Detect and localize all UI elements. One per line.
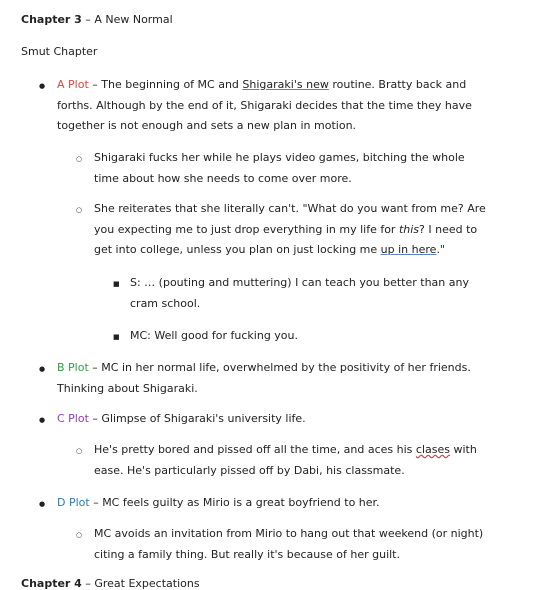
d-plot-label: D Plot [57,496,90,509]
bullet-circle-icon [76,444,82,458]
chapter-title: A New Normal [94,13,173,26]
bullet-disc-icon [39,79,45,93]
bullet-square-icon [113,330,120,344]
c-plot-label: C Plot [57,412,89,425]
a-plot-sub-item-1: Shigaraki fucks her while he plays video games, bitching the whole time about how she needs to come over more. [94,151,465,185]
bullet-square-icon [113,277,120,291]
bullet-circle-icon [76,152,82,166]
a-plot-label: A Plot [57,78,89,91]
c-plot-item: C Plot – Glimpse of Shigaraki's university life. [57,412,306,425]
d-plot-item: D Plot – MC feels guilty as Mirio is a great boyfriend to her. [57,496,380,509]
bullet-disc-icon [39,497,45,511]
a-plot-sub-item-2: She reiterates that she literally can't. "What do you want from me? Are you expecting me to just drop everything in my life for this? I need to get into college, unless you plan on just locking me up in here." [94,202,486,256]
a-plot-dialogue-mc: MC: Well good for fucking you. [130,329,299,342]
bullet-circle-icon [76,528,82,542]
bullet-disc-icon [39,413,45,427]
chapter-title: Great Expectations [94,577,200,590]
a-plot-dialogue-s: S: … (pouting and muttering) I can teach you better than any cram school. [130,276,469,310]
c-plot-sub-item: He's pretty bored and pissed off all the time, and aces his clases with ease. He's particularly pissed off by Dabi, his classmate. [94,443,477,477]
chapter-subtitle: Smut Chapter [21,45,98,58]
b-plot-label: B Plot [57,361,89,374]
d-plot-sub-item: MC avoids an invitation from Mirio to hang out that weekend (or night) citing a family thing. But really it's because of her guilt. [94,527,484,561]
chapter-number: Chapter 4 [21,577,82,590]
chapter-4-heading: Chapter 4 – Great Expectations [21,577,200,590]
a-plot-item: A Plot – The beginning of MC and Shigaraki's new routine. Bratty back and forths. Although by the end of it, Shigaraki decides that the time they have together is not enough and sets a new plan in motion. [57,78,472,132]
chapter-number: Chapter 3 [21,13,82,26]
b-plot-item: B Plot – MC in her normal life, overwhelmed by the positivity of her friends. Thinking about Shigaraki. [57,361,471,395]
bullet-circle-icon [76,203,82,217]
bullet-disc-icon [39,362,45,376]
chapter-3-heading: Chapter 3 – A New Normal [21,13,173,26]
